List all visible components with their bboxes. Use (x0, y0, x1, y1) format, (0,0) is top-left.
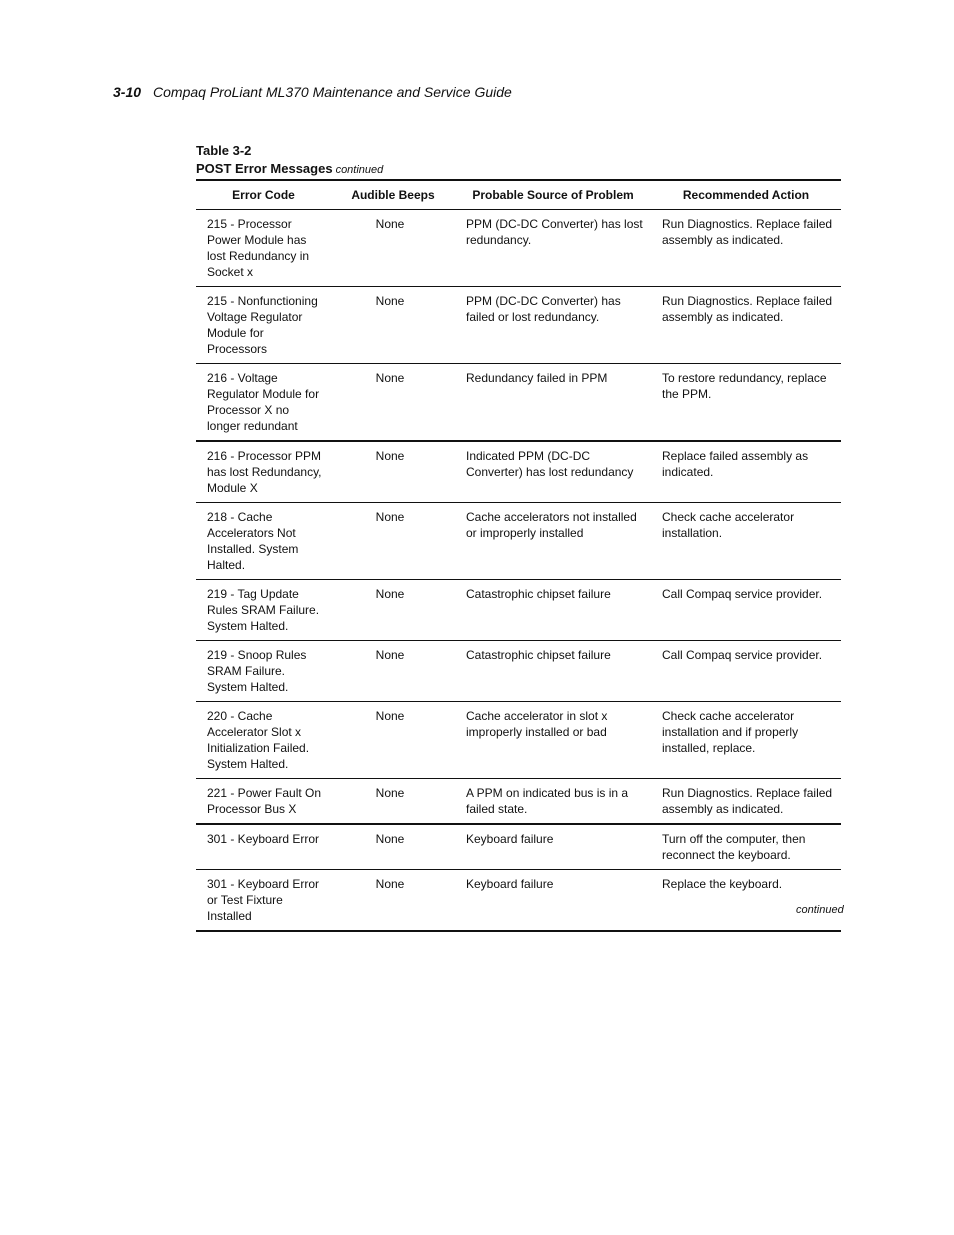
table-caption (196, 142, 383, 179)
recommended-action-cell: Call Compaq service provider. (651, 641, 841, 702)
probable-source-cell: A PPM on indicated bus is in a failed state. (455, 779, 651, 825)
table-row (196, 503, 841, 580)
error-code-cell: 219 - Snoop Rules SRAM Failure. System Halted. (196, 641, 331, 702)
probable-source-cell: Keyboard failure (455, 870, 651, 932)
column-header-error-code: Error Code (196, 180, 331, 210)
error-code-cell: 216 - Voltage Regulator Module for Processor X no longer redundant (196, 364, 331, 442)
table-row (196, 580, 841, 641)
post-error-table (196, 179, 841, 932)
table-row (196, 870, 841, 932)
audible-beeps-cell: None (331, 641, 455, 702)
audible-beeps-cell: None (331, 580, 455, 641)
probable-source-cell: Indicated PPM (DC-DC Converter) has lost redundancy (455, 441, 651, 503)
audible-beeps-cell: None (331, 364, 455, 442)
error-code-cell: 221 - Power Fault On Processor Bus X (196, 779, 331, 825)
table-number: Table 3-2 (196, 143, 252, 158)
column-header-probable-source: Probable Source of Problem (455, 180, 651, 210)
error-code-cell: 218 - Cache Accelerators Not Installed. System Halted. (196, 503, 331, 580)
error-code-cell: 301 - Keyboard Error (196, 824, 331, 870)
table-row (196, 702, 841, 779)
recommended-action-cell: Run Diagnostics. Replace failed assembly as indicated. (651, 779, 841, 825)
probable-source-cell: PPM (DC-DC Converter) has lost redundancy. (455, 210, 651, 287)
table-title-line (196, 160, 383, 179)
audible-beeps-cell: None (331, 779, 455, 825)
column-header-audible-beeps: Audible Beeps (331, 180, 455, 210)
table-row (196, 824, 841, 870)
table-header-row (196, 180, 841, 210)
page-number: 3-10 (113, 84, 142, 100)
table-title: POST Error Messages (196, 161, 333, 176)
audible-beeps-cell: None (331, 870, 455, 932)
probable-source-cell: Catastrophic chipset failure (455, 580, 651, 641)
probable-source-cell: Redundancy failed in PPM (455, 364, 651, 442)
error-code-cell: 215 - Nonfunctioning Voltage Regulator Module for Processors (196, 287, 331, 364)
table-row (196, 210, 841, 287)
audible-beeps-cell: None (331, 287, 455, 364)
table-row (196, 364, 841, 442)
table-row (196, 641, 841, 702)
probable-source-cell: Cache accelerator in slot x improperly installed or bad (455, 702, 651, 779)
table-row (196, 441, 841, 503)
audible-beeps-cell: None (331, 503, 455, 580)
recommended-action-cell: Check cache accelerator installation. (651, 503, 841, 580)
continued-footer: continued (796, 904, 844, 916)
recommended-action-cell: Run Diagnostics. Replace failed assembly as indicated. (651, 287, 841, 364)
audible-beeps-cell: None (331, 702, 455, 779)
recommended-action-cell: Run Diagnostics. Replace failed assembly as indicated. (651, 210, 841, 287)
error-code-cell: 219 - Tag Update Rules SRAM Failure. System Halted. (196, 580, 331, 641)
recommended-action-cell: Turn off the computer, then reconnect the keyboard. (651, 824, 841, 870)
error-code-cell: 301 - Keyboard Error or Test Fixture Installed (196, 870, 331, 932)
recommended-action-cell: Replace failed assembly as indicated. (651, 441, 841, 503)
guide-title: Compaq ProLiant ML370 Maintenance and Service Guide (153, 84, 512, 100)
audible-beeps-cell: None (331, 441, 455, 503)
recommended-action-cell: Call Compaq service provider. (651, 580, 841, 641)
probable-source-cell: Cache accelerators not installed or improperly installed (455, 503, 651, 580)
error-code-cell: 215 - Processor Power Module has lost Redundancy in Socket x (196, 210, 331, 287)
column-header-recommended-action: Recommended Action (651, 180, 841, 210)
page-header (113, 84, 512, 100)
recommended-action-cell: Check cache accelerator installation and if properly installed, replace. (651, 702, 841, 779)
table-row (196, 287, 841, 364)
probable-source-cell: PPM (DC-DC Converter) has failed or lost redundancy. (455, 287, 651, 364)
probable-source-cell: Catastrophic chipset failure (455, 641, 651, 702)
table-row (196, 779, 841, 825)
audible-beeps-cell: None (331, 824, 455, 870)
recommended-action-cell: To restore redundancy, replace the PPM. (651, 364, 841, 442)
recommended-action-cell: Replace the keyboard. (651, 870, 841, 932)
audible-beeps-cell: None (331, 210, 455, 287)
continued-label: continued (335, 164, 384, 176)
probable-source-cell: Keyboard failure (455, 824, 651, 870)
error-code-cell: 216 - Processor PPM has lost Redundancy, Module X (196, 441, 331, 503)
error-code-cell: 220 - Cache Accelerator Slot x Initialization Failed. System Halted. (196, 702, 331, 779)
